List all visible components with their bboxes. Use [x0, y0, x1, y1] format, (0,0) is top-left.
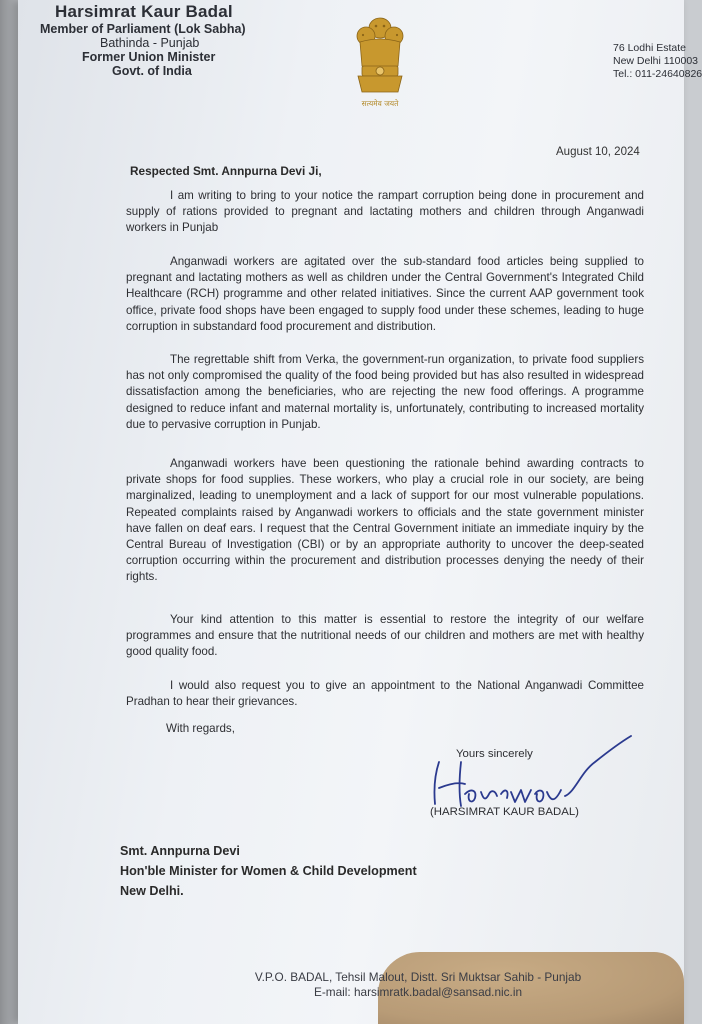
- body-paragraph: I am writing to bring to your notice the rampart corruption being done in procurement and supply of rations provided to pregnant and lactating mothers and children through Anganwadi workers in Punjab: [126, 189, 644, 235]
- address-line: Tel.: 011-24640826: [613, 68, 702, 80]
- body-paragraph: I would also request you to give an appointment to the National Anganwadi Committee Pradhan to hear their grievances.: [126, 679, 644, 709]
- body-paragraph: Anganwadi workers have been questioning the rationale behind awarding contracts to private shops for food supplies. These workers, who play a crucial role in our society, are being marginalized, leading to unemployment and a lack of support for our most vulnerable populations. Repeated complaints raised by Anganwadi workers to officials and the state government minister have fallen on deaf ears. I request that the Central Government initiate an immediate inquiry by the Central Bureau of Investigation (CBI) or by an appropriate authority to uncover the deep-seated corruption occurring within the procurement and distribution processes denying the needy of their rights.: [126, 457, 644, 584]
- signature-name: (HARSIMRAT KAUR BADAL): [430, 806, 579, 818]
- addressee-city: New Delhi.: [120, 884, 184, 898]
- page-shadow-edge: [0, 0, 18, 1024]
- addressee-name: Smt. Annpurna Devi: [120, 844, 240, 858]
- address-line: 76 Lodhi Estate: [613, 42, 686, 54]
- addressee-block: [120, 841, 417, 901]
- letterhead-title: Member of Parliament (Lok Sabha): [40, 22, 246, 36]
- letterhead-constituency: Bathinda - Punjab: [100, 36, 200, 50]
- letterhead-name: Harsimrat Kaur Badal: [55, 2, 233, 21]
- footer-email: E-mail: harsimratk.badal@sansad.nic.in: [313, 985, 523, 999]
- addressee-designation: Hon'ble Minister for Women & Child Development: [120, 864, 417, 878]
- footer-address: V.P.O. BADAL, Tehsil Malout, Distt. Sri Muktsar Sahib - Punjab: [254, 970, 582, 984]
- yours-sincerely: Yours sincerely: [456, 748, 533, 760]
- national-emblem-icon: [348, 14, 412, 110]
- letter-footer: [208, 970, 628, 1000]
- letterhead-address: [613, 42, 702, 81]
- closing-regards: With regards,: [166, 722, 235, 735]
- address-line: New Delhi 110003: [613, 55, 699, 67]
- body-paragraph: Anganwadi workers are agitated over the sub-standard food articles being supplied to pregnant and lactating mothers as well as children under the Central Government's Integrated Child Healthcare (RCH) programme and other related initiatives. Since the current AAP government took office, private food shops have been engaged to supply food under these schemes, leading to huge corruption in substandard food procurement and distribution.: [126, 255, 644, 333]
- body-paragraph: Your kind attention to this matter is essential to restore the integrity of our welfare programmes and ensure that the nutritional needs of our children and mothers are met with healthy good quality food.: [126, 613, 644, 659]
- letterhead-former-role: Former Union Minister: [82, 50, 216, 64]
- letter-date: August 10, 2024: [556, 146, 640, 158]
- body-paragraph: The regrettable shift from Verka, the government-run organization, to private food suppliers has not only compromised the quality of the food being provided but has also resulted in widespread dissatisfaction among the beneficiaries, who are rejecting the new food offerings. A programme designed to reduce infant and maternal mortality is, unfortunately, contributing to increased mortality due to pervasive corruption in Punjab.: [126, 353, 644, 431]
- emblem-caption: सत्यमेव जयते: [361, 99, 399, 108]
- letterhead-govt: Govt. of India: [112, 64, 192, 78]
- salutation: Respected Smt. Annpurna Devi Ji,: [130, 164, 322, 178]
